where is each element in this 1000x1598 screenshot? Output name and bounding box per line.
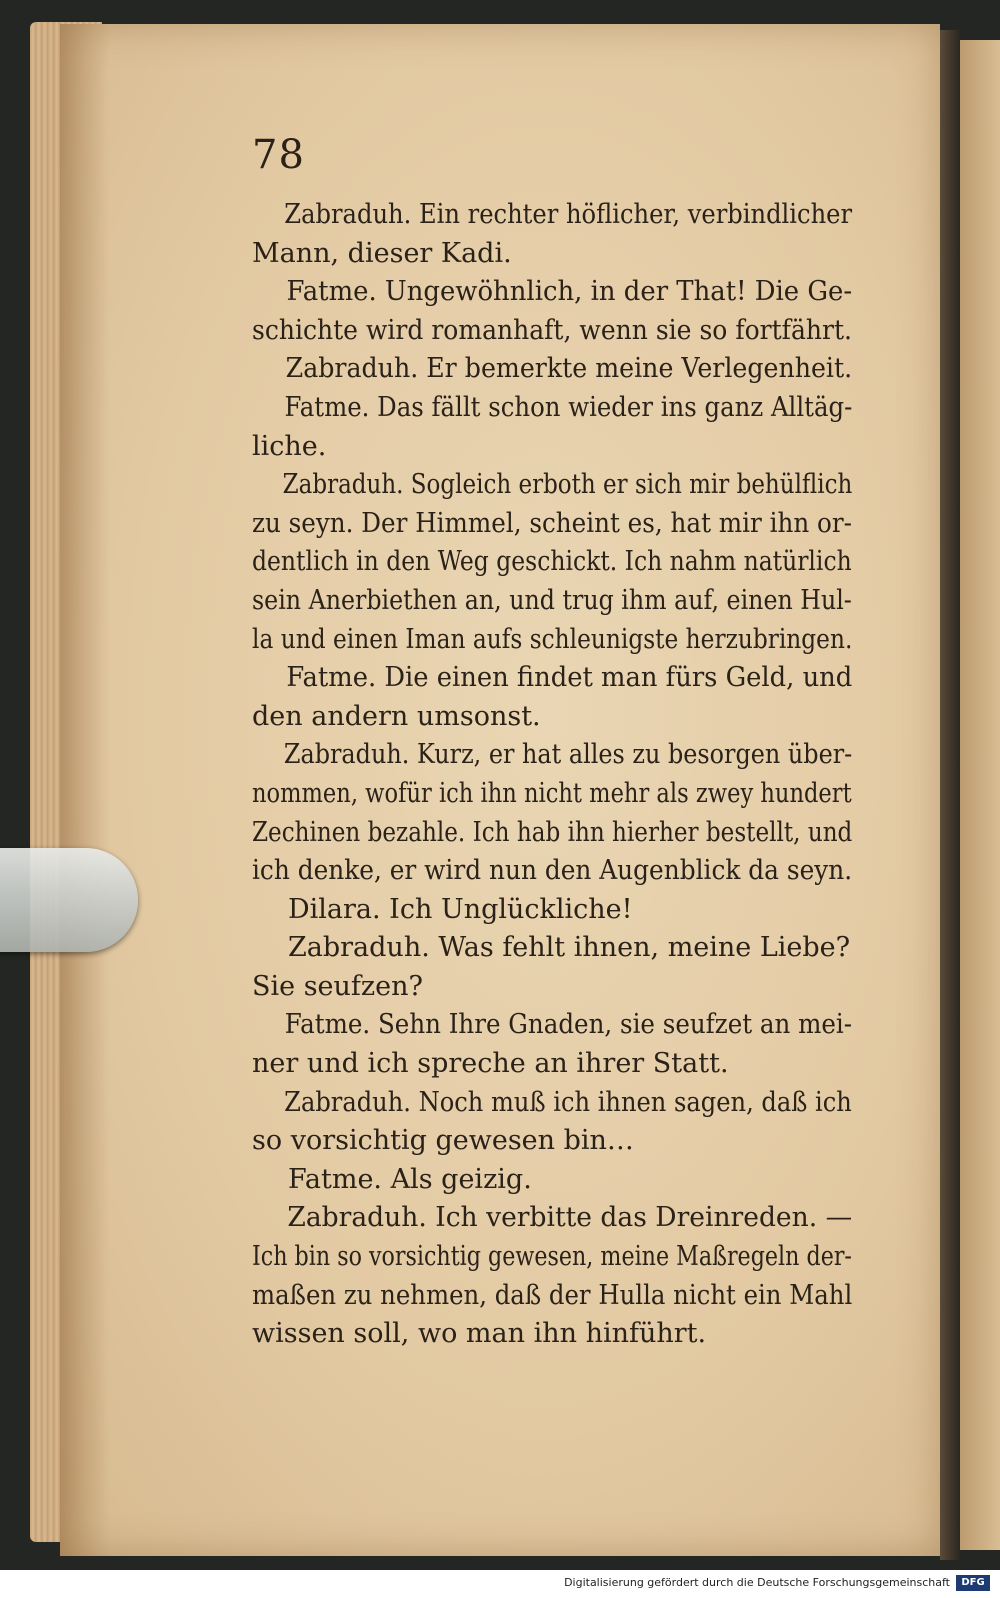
book-gutter <box>940 30 960 1560</box>
text-line: Zabraduh. Noch muß ich ihnen sagen, daß ich <box>284 1086 852 1118</box>
text-line: wissen soll, wo man ihn hinführt. <box>252 1318 707 1350</box>
text-line: Dilara. Ich Unglückliche! <box>288 893 633 925</box>
next-page-edge <box>955 40 1000 1550</box>
text-line: Zabraduh. Ich verbitte das Dreinreden. — <box>287 1202 853 1234</box>
dfg-logo: DFG <box>956 1575 990 1591</box>
text-line: Fatme. Als geizig. <box>288 1163 532 1195</box>
text-line: schichte wird romanhaft, wenn sie so fortfährt. <box>252 314 852 346</box>
text-line: nommen, wofür ich ihn nicht mehr als zwey hundert <box>252 777 852 809</box>
text-line: maßen zu nehmen, daß der Hulla nicht ein Mahl <box>252 1279 853 1311</box>
text-line: ich denke, er wird nun den Augenblick da seyn. <box>252 855 853 887</box>
text-line: Fatme. Sehn Ihre Gnaden, sie seufzet an mei- <box>284 1009 853 1041</box>
text-line: Fatme. Das fällt schon wieder ins ganz Alltäg- <box>284 391 853 423</box>
text-line: Ich bin so vorsichtig gewesen, meine Maßregeln der- <box>252 1241 852 1273</box>
text-line: Sie seufzen? <box>252 970 423 1002</box>
text-line: Zechinen bezahle. Ich hab ihn hierher bestellt, und <box>252 816 853 848</box>
text-line: Mann, dieser Kadi. <box>252 237 512 269</box>
text-line: Zabraduh. Er bemerkte meine Verlegenheit. <box>285 353 853 385</box>
text-line: Fatme. Ungewöhnlich, in der That! Die Ge- <box>286 276 853 308</box>
text-line: sein Anerbiethen an, und trug ihm auf, einen Hul- <box>252 584 852 616</box>
text-line: liche. <box>252 430 327 462</box>
page-number: 78 <box>252 132 305 178</box>
text-line: dentlich in den Weg geschickt. Ich nahm natürlich <box>252 546 852 578</box>
text-line: ner und ich spreche an ihrer Statt. <box>252 1048 729 1080</box>
text-line: Zabraduh. Sogleich erboth er sich mir behülflich <box>282 469 853 501</box>
text-line: den andern umsonst. <box>252 700 541 732</box>
footer-credit: Digitalisierung gefördert durch die Deutsche Forschungsgemeinschaft <box>564 1576 950 1589</box>
page-text <box>252 196 852 1354</box>
text-line: zu seyn. Der Himmel, scheint es, hat mir ihn or- <box>252 507 852 539</box>
page-clip <box>0 848 138 952</box>
text-line: Fatme. Die einen findet man fürs Geld, und <box>286 662 853 694</box>
footer-bar <box>0 1570 1000 1598</box>
text-line: Zabraduh. Ein rechter höflicher, verbindlicher <box>284 199 853 230</box>
text-line: Zabraduh. Kurz, er hat alles zu besorgen über- <box>283 739 853 771</box>
text-line: so vorsichtig gewesen bin… <box>252 1125 634 1157</box>
text-line: la und einen Iman aufs schleunigste herzubringen. <box>252 623 853 655</box>
text-line: Zabraduh. Was fehlt ihnen, meine Liebe? <box>288 932 851 964</box>
